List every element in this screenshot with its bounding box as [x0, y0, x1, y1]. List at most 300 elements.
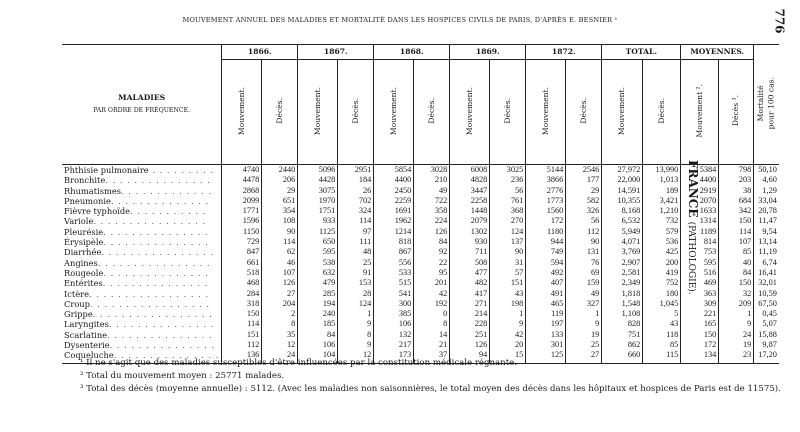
deaths-1869-cell: 56 [490, 186, 526, 196]
movement-1869-cell: 94 [450, 350, 490, 363]
movement-header-1869: Mouvement. [464, 86, 474, 135]
deaths-total-cell: 579 [643, 227, 681, 237]
disease-name: Rougeole [64, 267, 104, 278]
page-title: MOUVEMENT ANNUEL DES MALADIES ET MORTALITÉ DANS LES HOSPICES CIVILS DE PARIS, D'APRÈS E. BESNIER ¹ [182, 16, 618, 24]
movement-1869-cell: 1448 [450, 206, 490, 216]
deaths-average-cell: 150 [719, 278, 754, 288]
disease-name: Laryngites [64, 319, 109, 330]
table-row [62, 258, 779, 268]
movement-1869-cell: 214 [450, 309, 490, 319]
movement-1866-cell: 1150 [222, 227, 262, 237]
movement-total-cell: 2,907 [602, 258, 643, 268]
deaths-average-cell: 342 [719, 206, 754, 216]
movement-header-1866: Mouvement. [236, 86, 246, 135]
deaths-total-cell: 3,421 [643, 196, 681, 206]
movement-1866-cell: 1596 [222, 216, 262, 226]
movement-1866-cell: 4478 [222, 175, 262, 185]
deaths-average-cell: 114 [719, 227, 754, 237]
deaths-1867-cell: 28 [338, 289, 374, 299]
movement-average-cell: 595 [681, 258, 719, 268]
movement-1869-cell: 251 [450, 330, 490, 340]
deaths-average-cell: 107 [719, 237, 754, 247]
movement-1866-cell: 729 [222, 237, 262, 247]
movement-total-cell: 2,349 [602, 278, 643, 288]
disease-cell [62, 175, 222, 185]
movement-1869-cell: 477 [450, 268, 490, 278]
movement-1869-cell: 3447 [450, 186, 490, 196]
movement-average-cell: 4400 [681, 175, 719, 185]
deaths-1868-cell: 42 [414, 289, 450, 299]
table-row [62, 186, 779, 196]
disease-cell [62, 278, 222, 288]
table-row [62, 237, 779, 247]
deaths-1868-cell: 722 [414, 196, 450, 206]
deaths-total-cell: 752 [643, 278, 681, 288]
movement-header-average: Mouvement ². [694, 84, 704, 138]
movement-average-cell: 1633 [681, 206, 719, 216]
deaths-1866-cell: 126 [262, 278, 298, 288]
movement-1867-cell: 185 [298, 319, 338, 329]
movement-1867-cell: 240 [298, 309, 338, 319]
deaths-1872-cell: 29 [566, 186, 602, 196]
deaths-1868-cell: 95 [414, 268, 450, 278]
deaths-1866-cell: 29 [262, 186, 298, 196]
disease-name: Scarlatine [64, 329, 108, 340]
deaths-1869-cell: 43 [490, 289, 526, 299]
deaths-average-cell: 24 [719, 330, 754, 340]
mortality-percent-cell: 11,19 [754, 247, 779, 257]
deaths-total-cell: 13,990 [643, 165, 681, 176]
disease-name: Phthisie pulmonaire [64, 165, 149, 175]
movement-total-cell: 8,168 [602, 206, 643, 216]
movement-average-cell: 753 [681, 247, 719, 257]
deaths-1866-cell: 27 [262, 289, 298, 299]
movement-1869-cell: 4828 [450, 175, 490, 185]
movement-1869-cell: 711 [450, 247, 490, 257]
movement-1872-cell: 5144 [526, 165, 566, 176]
disease-cell [62, 340, 222, 350]
deaths-1868-cell: 126 [414, 227, 450, 237]
disease-cell [62, 237, 222, 247]
leader-dots: . . . . . . . . . . . . . . . [103, 237, 209, 248]
deaths-average-cell: 798 [719, 165, 754, 176]
movement-average-cell: 363 [681, 289, 719, 299]
movement-average-cell: 516 [681, 268, 719, 278]
deaths-1869-cell: 90 [490, 247, 526, 257]
leader-dots: . . . . . . . . . . . . . . [110, 195, 210, 206]
deaths-1867-cell: 9 [338, 340, 374, 350]
deaths-1866-cell: 651 [262, 196, 298, 206]
movement-1868-cell: 867 [374, 247, 414, 257]
mortality-percent-cell: 10,59 [754, 289, 779, 299]
disease-cell [62, 330, 222, 340]
disease-name: Croup [64, 298, 90, 309]
deaths-total-cell: 425 [643, 247, 681, 257]
deaths-average-cell: 40 [719, 258, 754, 268]
movement-1868-cell: 1691 [374, 206, 414, 216]
movement-1872-cell: 1180 [526, 227, 566, 237]
movement-header-1867: Mouvement. [312, 86, 322, 135]
deaths-1868-cell: 22 [414, 258, 450, 268]
movement-total-cell: 862 [602, 340, 643, 350]
deaths-header-1868: Décès. [426, 98, 436, 124]
leader-dots: . . . . . . . . . . . . . . . [109, 340, 216, 351]
deaths-1866-cell: 62 [262, 247, 298, 257]
deaths-1866-cell: 8 [262, 319, 298, 329]
table-row [62, 165, 779, 176]
movement-1872-cell: 2776 [526, 186, 566, 196]
table-row [62, 299, 779, 309]
movement-1868-cell: 818 [374, 237, 414, 247]
movement-1866-cell: 468 [222, 278, 262, 288]
mortality-percent-cell: 67,50 [754, 299, 779, 309]
movement-1872-cell: 133 [526, 330, 566, 340]
table-row [62, 175, 779, 185]
mortality-percent-cell: 5,07 [754, 319, 779, 329]
page-number: 776 [772, 8, 787, 34]
movement-1867-cell: 479 [298, 278, 338, 288]
deaths-1868-cell: 49 [414, 186, 450, 196]
movement-1872-cell: 491 [526, 289, 566, 299]
deaths-average-cell: 84 [719, 268, 754, 278]
movement-1868-cell: 217 [374, 340, 414, 350]
mortality-percent-cell: 20,78 [754, 206, 779, 216]
deaths-1869-cell: 9 [490, 319, 526, 329]
deaths-1867-cell: 2951 [338, 165, 374, 176]
footnote-2: ² Total du mouvement moyen : 25771 malades. [80, 371, 285, 381]
year-header-1866: 1866. [222, 45, 298, 60]
movement-header-total: Mouvement. [617, 86, 627, 135]
movement-1866-cell: 112 [222, 340, 262, 350]
deaths-1872-cell: 9 [566, 319, 602, 329]
deaths-1867-cell: 124 [338, 299, 374, 309]
movement-total-cell: 5,949 [602, 227, 643, 237]
deaths-1869-cell: 236 [490, 175, 526, 185]
movement-average-cell: 150 [681, 330, 719, 340]
table-row [62, 268, 779, 278]
disease-name: Coqueluche [64, 350, 114, 361]
disease-cell [62, 206, 222, 216]
movement-1867-cell: 104 [298, 350, 338, 363]
movement-1867-cell: 4428 [298, 175, 338, 185]
deaths-1872-cell: 2546 [566, 165, 602, 176]
year-header-1867: 1867. [298, 45, 374, 60]
disease-name: Dysenterie [64, 340, 110, 351]
leader-dots: . . . . . . . . . . . . . . . . [101, 247, 215, 258]
movement-1868-cell: 541 [374, 289, 414, 299]
deaths-1868-cell: 14 [414, 330, 450, 340]
leader-dots: . . . . . . . . . . . . . . . . . [89, 288, 210, 299]
mortality-percent-cell: 6,74 [754, 258, 779, 268]
deaths-1866-cell: 2440 [262, 165, 298, 176]
deaths-1872-cell: 112 [566, 227, 602, 237]
movement-1868-cell: 533 [374, 268, 414, 278]
table-row [62, 227, 779, 237]
movement-1866-cell: 150 [222, 309, 262, 319]
movement-1868-cell: 5854 [374, 165, 414, 176]
movement-1872-cell: 119 [526, 309, 566, 319]
movement-1872-cell: 125 [526, 350, 566, 363]
movement-total-cell: 6,532 [602, 216, 643, 226]
movement-1868-cell: 106 [374, 319, 414, 329]
deaths-total-cell: 1,210 [643, 206, 681, 216]
movement-total-cell: 10,355 [602, 196, 643, 206]
movement-average-cell: 309 [681, 299, 719, 309]
movement-1866-cell: 2868 [222, 186, 262, 196]
deaths-1866-cell: 114 [262, 237, 298, 247]
deaths-average-cell: 684 [719, 196, 754, 206]
deaths-1872-cell: 76 [566, 258, 602, 268]
movement-1868-cell: 385 [374, 309, 414, 319]
deaths-1867-cell: 48 [338, 247, 374, 257]
leader-dots: . . . . . . . . . . . . . . . [107, 329, 213, 340]
deaths-1869-cell: 124 [490, 227, 526, 237]
movement-1869-cell: 6008 [450, 165, 490, 176]
movement-1866-cell: 151 [222, 330, 262, 340]
leader-dots: . . . . . . . . . . . . . . . . . [89, 298, 211, 309]
movement-1867-cell: 285 [298, 289, 338, 299]
mortality-percent-cell: 17,20 [754, 350, 779, 363]
movement-1866-cell: 661 [222, 258, 262, 268]
leader-dots: . . . . . . . . . . . . . . . . [93, 216, 207, 227]
mortality-header-line2: pour 100 cas. [766, 76, 776, 130]
deaths-1866-cell: 46 [262, 258, 298, 268]
movement-total-cell: 22,000 [602, 175, 643, 185]
movement-total-cell: 828 [602, 319, 643, 329]
movement-average-cell: 814 [681, 237, 719, 247]
movement-1866-cell: 136 [222, 350, 262, 363]
deaths-1872-cell: 159 [566, 278, 602, 288]
movement-1872-cell: 749 [526, 247, 566, 257]
disease-cell [62, 196, 222, 206]
deaths-1868-cell: 84 [414, 237, 450, 247]
mortality-header [754, 45, 779, 165]
movement-1869-cell: 2079 [450, 216, 490, 226]
movement-1868-cell: 173 [374, 350, 414, 363]
deaths-1867-cell: 702 [338, 196, 374, 206]
movement-1868-cell: 1962 [374, 216, 414, 226]
deaths-1872-cell: 582 [566, 196, 602, 206]
disease-cell [62, 309, 222, 319]
movement-1867-cell: 1970 [298, 196, 338, 206]
movement-total-cell: 27,972 [602, 165, 643, 176]
mortality-header-line1: Mortalité [756, 84, 766, 121]
movement-1867-cell: 595 [298, 247, 338, 257]
movement-1869-cell: 417 [450, 289, 490, 299]
movement-1872-cell: 1773 [526, 196, 566, 206]
leader-dots: . . . . . . . . . . . . . . . [103, 267, 209, 278]
movement-1866-cell: 4740 [222, 165, 262, 176]
deaths-average-cell: 23 [719, 350, 754, 363]
disease-name: Grippe [64, 309, 93, 320]
movement-1872-cell: 301 [526, 340, 566, 350]
movement-average-cell: 172 [681, 340, 719, 350]
deaths-1869-cell: 270 [490, 216, 526, 226]
deaths-1868-cell: 210 [414, 175, 450, 185]
order-header-label: PAR ORDRE DE FRÉQUENCE. [93, 107, 191, 114]
table-row [62, 196, 779, 206]
deaths-1868-cell: 192 [414, 299, 450, 309]
total-header: TOTAL. [602, 45, 681, 60]
leader-dots: . . . . . . . . . . . . . . . . [97, 257, 211, 268]
movement-1867-cell: 84 [298, 330, 338, 340]
deaths-1866-cell: 90 [262, 227, 298, 237]
footnote-3: ³ Total des décès (moyenne annuelle) : 5112. (Avec les maladies non saisonnières, le total moyen des décès dans les hôpitaux et hospices de Paris est de 11575). [80, 384, 781, 394]
movement-1867-cell: 194 [298, 299, 338, 309]
deaths-1872-cell: 90 [566, 237, 602, 247]
deaths-1866-cell: 107 [262, 268, 298, 278]
movement-1868-cell: 4400 [374, 175, 414, 185]
disease-name: Ictère [64, 288, 90, 299]
movement-1867-cell: 106 [298, 340, 338, 350]
movement-total-cell: 4,071 [602, 237, 643, 247]
movement-1872-cell: 407 [526, 278, 566, 288]
deaths-1872-cell: 177 [566, 175, 602, 185]
disease-cell [62, 186, 222, 196]
deaths-1867-cell: 184 [338, 175, 374, 185]
movement-1868-cell: 132 [374, 330, 414, 340]
movement-average-cell: 1189 [681, 227, 719, 237]
movement-1868-cell: 556 [374, 258, 414, 268]
movement-average-cell: 2070 [681, 196, 719, 206]
deaths-1867-cell: 97 [338, 227, 374, 237]
deaths-1866-cell: 354 [262, 206, 298, 216]
movement-1872-cell: 594 [526, 258, 566, 268]
disease-cell [62, 299, 222, 309]
deaths-1869-cell: 31 [490, 258, 526, 268]
deaths-1872-cell: 327 [566, 299, 602, 309]
disease-cell [62, 247, 222, 257]
deaths-1868-cell: 358 [414, 206, 450, 216]
movement-1869-cell: 2258 [450, 196, 490, 206]
movement-total-cell: 3,769 [602, 247, 643, 257]
movement-1866-cell: 847 [222, 247, 262, 257]
deaths-header-1869: Décès. [502, 98, 512, 124]
movement-1869-cell: 126 [450, 340, 490, 350]
deaths-average-cell: 19 [719, 340, 754, 350]
deaths-total-cell: 200 [643, 258, 681, 268]
movement-1868-cell: 2450 [374, 186, 414, 196]
movement-1869-cell: 482 [450, 278, 490, 288]
deaths-header-1872: Décès. [578, 98, 588, 124]
deaths-1868-cell: 37 [414, 350, 450, 363]
table-row [62, 206, 779, 216]
disease-name: Variole [64, 216, 94, 227]
leader-dots: . . . . . . . . . . . . . . . [102, 278, 209, 289]
deaths-1868-cell: 3028 [414, 165, 450, 176]
leader-dots: . . . . . . . . . . . . . [121, 185, 212, 196]
deaths-1869-cell: 1 [490, 309, 526, 319]
table-row [62, 289, 779, 299]
movement-1867-cell: 1125 [298, 227, 338, 237]
movement-average-cell: 1314 [681, 216, 719, 226]
mortality-percent-cell: 33,04 [754, 196, 779, 206]
disease-cell [62, 319, 222, 329]
footnote-1: ¹ Il ne s'agit que des maladies susceptibles d'être influencées par la constitution médicale régnante. [80, 358, 517, 368]
mortality-percent-cell: 4,60 [754, 175, 779, 185]
deaths-1872-cell: 25 [566, 340, 602, 350]
deaths-total-cell: 189 [643, 186, 681, 196]
diseases-column-header [62, 45, 222, 165]
table-row [62, 330, 779, 340]
movement-total-cell: 660 [602, 350, 643, 363]
movement-1868-cell: 1214 [374, 227, 414, 237]
movement-1866-cell: 114 [222, 319, 262, 329]
disease-cell [62, 165, 222, 176]
deaths-total-cell: 85 [643, 340, 681, 350]
deaths-1866-cell: 204 [262, 299, 298, 309]
deaths-1866-cell: 12 [262, 340, 298, 350]
mortality-percent-cell: 13,14 [754, 237, 779, 247]
year-header-1869: 1869. [450, 45, 526, 60]
side-title: FRANCE [686, 160, 700, 218]
deaths-1869-cell: 368 [490, 206, 526, 216]
mortality-table [62, 44, 779, 364]
deaths-total-cell: 180 [643, 289, 681, 299]
movement-1869-cell: 1302 [450, 227, 490, 237]
mortality-percent-cell: 9,87 [754, 340, 779, 350]
deaths-1867-cell: 9 [338, 319, 374, 329]
movement-total-cell: 2,581 [602, 268, 643, 278]
deaths-1866-cell: 2 [262, 309, 298, 319]
deaths-total-cell: 43 [643, 319, 681, 329]
side-subtitle: (PATHOLOGIE). [686, 221, 696, 295]
movement-1869-cell: 228 [450, 319, 490, 329]
movement-1867-cell: 1751 [298, 206, 338, 216]
movement-total-cell: 1,548 [602, 299, 643, 309]
deaths-1869-cell: 198 [490, 299, 526, 309]
movement-total-cell: 751 [602, 330, 643, 340]
deaths-1869-cell: 3025 [490, 165, 526, 176]
deaths-average-cell: 38 [719, 186, 754, 196]
movement-average-cell: 469 [681, 278, 719, 288]
deaths-average-cell: 203 [719, 175, 754, 185]
deaths-header-total: Décès. [656, 98, 666, 124]
deaths-total-cell: 1,045 [643, 299, 681, 309]
table-row [62, 247, 779, 257]
mortality-percent-cell: 15,88 [754, 330, 779, 340]
movement-1872-cell: 172 [526, 216, 566, 226]
mortality-percent-cell: 1,29 [754, 186, 779, 196]
disease-name: Entérites [64, 278, 103, 289]
movement-1866-cell: 2099 [222, 196, 262, 206]
movement-1867-cell: 3075 [298, 186, 338, 196]
deaths-1867-cell: 25 [338, 258, 374, 268]
movement-average-cell: 5384 [681, 165, 719, 176]
deaths-header-average: Décès ³. [731, 95, 741, 127]
leader-dots: . . . . . . . . . . . . . . . . . [92, 309, 213, 320]
movement-1866-cell: 284 [222, 289, 262, 299]
deaths-1867-cell: 111 [338, 237, 374, 247]
disease-name: Pleurésie [64, 226, 104, 237]
movement-1872-cell: 197 [526, 319, 566, 329]
deaths-1868-cell: 201 [414, 278, 450, 288]
deaths-1869-cell: 57 [490, 268, 526, 278]
deaths-1872-cell: 19 [566, 330, 602, 340]
deaths-total-cell: 536 [643, 237, 681, 247]
deaths-1868-cell: 92 [414, 247, 450, 257]
deaths-1867-cell: 26 [338, 186, 374, 196]
movement-1867-cell: 632 [298, 268, 338, 278]
deaths-1872-cell: 326 [566, 206, 602, 216]
leader-dots: . . . . . . . . . . . . . . . [105, 175, 211, 186]
disease-name: Érysipèle [64, 237, 104, 248]
deaths-header-1866: Décès. [274, 98, 284, 124]
deaths-1867-cell: 114 [338, 216, 374, 226]
deaths-1866-cell: 35 [262, 330, 298, 340]
movement-1872-cell: 492 [526, 268, 566, 278]
movement-1869-cell: 508 [450, 258, 490, 268]
